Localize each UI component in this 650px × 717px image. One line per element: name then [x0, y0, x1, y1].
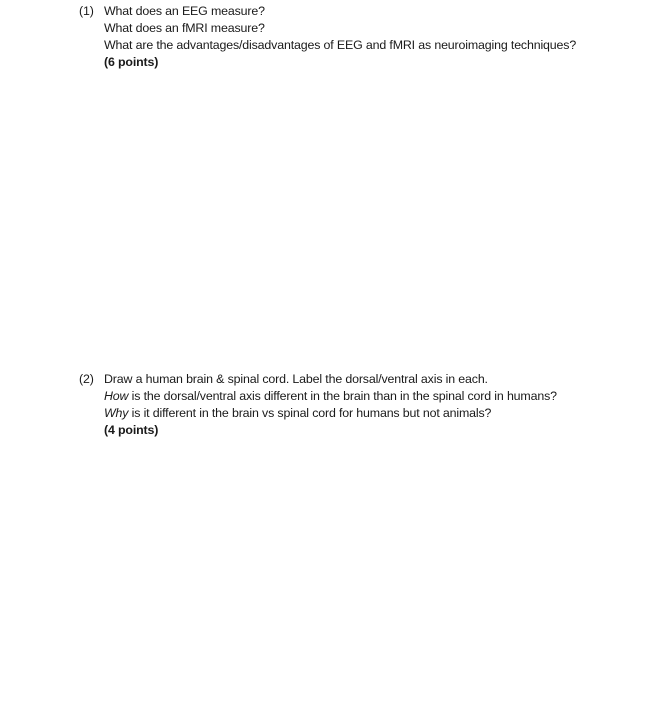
question-line: Draw a human brain & spinal cord. Label the dorsal/ventral axis in each.: [104, 372, 488, 386]
question-line-text: is it different in the brain vs spinal cord for humans but not animals?: [128, 406, 492, 420]
question-1: [79, 3, 576, 71]
question-line: What does an fMRI measure?: [104, 21, 265, 35]
question-number: (1): [79, 4, 94, 18]
question-line: What are the advantages/disadvantages of EEG and fMRI as neuroimaging techniques?: [104, 38, 577, 52]
points-label: (4 points): [104, 423, 159, 437]
question-line-text: is the dorsal/ventral axis different in the brain than in the spinal cord in humans?: [128, 389, 557, 403]
emphasis-why: Why: [104, 406, 129, 420]
question-line: [79, 405, 557, 422]
points-label: (6 points): [104, 55, 159, 69]
question-line: What does an EEG measure?: [104, 4, 265, 18]
question-line: [79, 388, 557, 405]
emphasis-how: How: [104, 389, 129, 403]
question-2: [79, 371, 557, 439]
question-number: (2): [79, 372, 94, 386]
